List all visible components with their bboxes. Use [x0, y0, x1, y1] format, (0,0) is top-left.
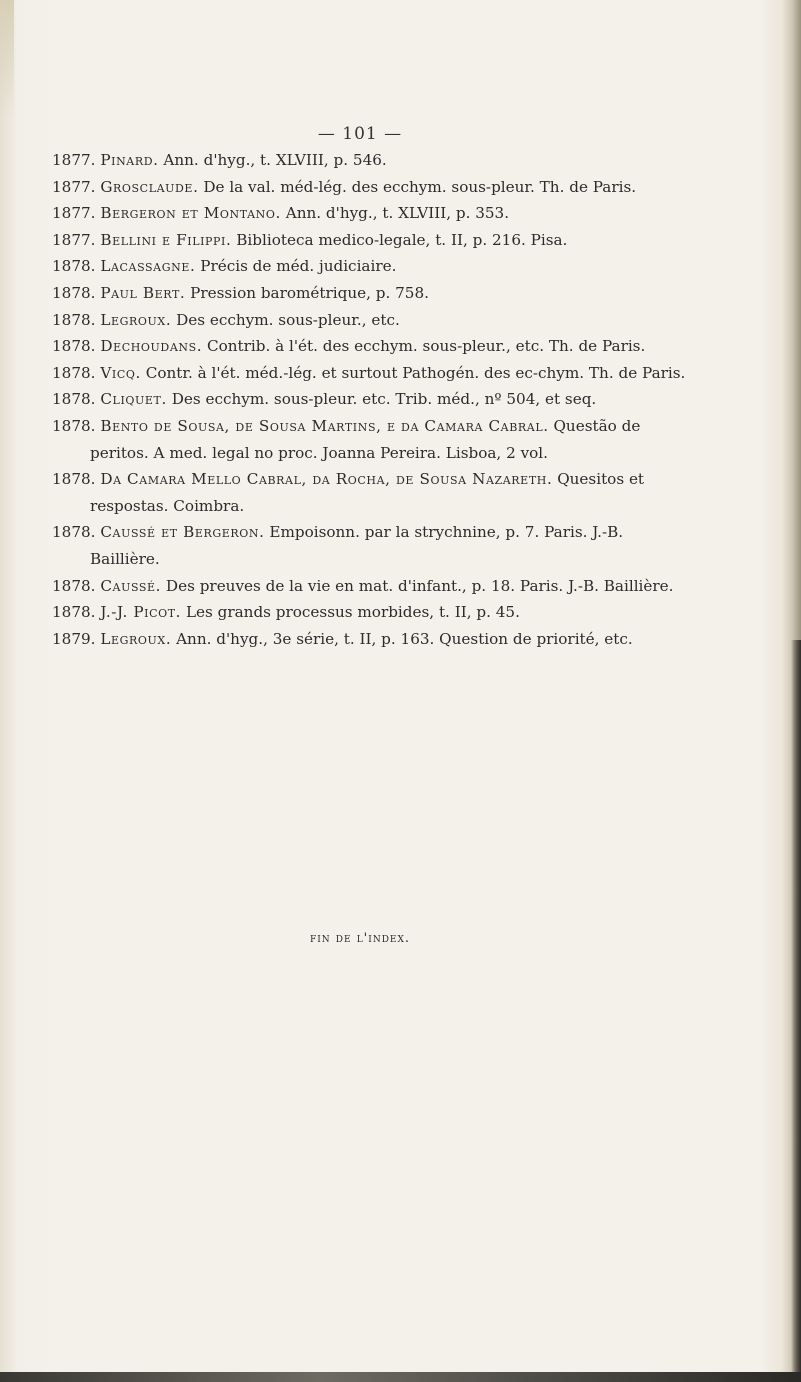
entry-text: Quesitos et respostas. Coimbra.: [90, 470, 645, 515]
entry-year: 1877.: [52, 177, 96, 196]
entry-author: Caussé et Bergeron.: [100, 523, 265, 542]
bibliography-entry: [52, 413, 692, 466]
entry-author: Bergeron et Montano.: [100, 204, 281, 223]
entry-author: Legroux.: [100, 629, 172, 648]
entry-text: Ann. d'hyg., 3e série, t. II, p. 163. Question de priorité, etc.: [176, 629, 633, 648]
entry-year: 1879.: [52, 629, 96, 648]
bibliography-list: [52, 147, 692, 652]
entry-text: Précis de méd. judiciaire.: [200, 257, 397, 276]
entry-year: 1878.: [52, 576, 96, 595]
entry-author: Lacassagne.: [100, 257, 196, 276]
entry-author: Cliquet.: [100, 390, 167, 409]
entry-text: Les grands processus morbides, t. II, p. 45.: [185, 603, 520, 622]
entry-year: 1878.: [52, 337, 96, 356]
bibliography-entry: [52, 280, 692, 307]
bibliography-entry: [52, 227, 692, 254]
bibliography-entry: [52, 519, 692, 572]
entry-year: 1878.: [52, 523, 96, 542]
entry-text: Empoisonn. par la strychnine, p. 7. Paris. J.-B. Baillière.: [90, 523, 624, 568]
entry-year: 1878.: [52, 470, 96, 489]
bibliography-entry: [52, 626, 692, 653]
end-of-index-note: fin de l'index.: [309, 931, 411, 946]
page-edge-bottom: [0, 1372, 801, 1382]
entry-year: 1877.: [52, 230, 96, 249]
bibliography-entry: [52, 360, 692, 387]
bibliography-entry: [52, 333, 692, 360]
bibliography-entry: [52, 466, 692, 519]
entry-year: 1878.: [52, 603, 96, 622]
bibliography-entry: [52, 174, 692, 201]
entry-text: Biblioteca medico-legale, t. II, p. 216. Pisa.: [236, 230, 568, 249]
entry-text: Contr. à l'ét. méd.-lég. et surtout Pathogén. des ec-chym. Th. de Paris.: [145, 363, 686, 382]
entry-year: 1878.: [52, 310, 96, 329]
bibliography-entry: [52, 147, 692, 174]
bibliography-entry: [52, 573, 692, 600]
entry-author: J.-J. Picot.: [100, 603, 182, 622]
entry-author: Bento de Sousa, de Sousa Martins, e da Camara Cabral.: [100, 416, 549, 435]
entry-author: Dechoudans.: [100, 337, 203, 356]
entry-text: Des preuves de la vie en mat. d'infant., p. 18. Paris. J.-B. Baillière.: [165, 576, 674, 595]
entry-text: Ann. d'hyg., t. XLVIII, p. 546.: [163, 151, 387, 169]
entry-author: Da Camara Mello Cabral, da Rocha, de Sousa Nazareth.: [100, 470, 553, 489]
entry-text: Questão de peritos. A med. legal no proc. Joanna Pereira. Lisboa, 2 vol.: [90, 416, 641, 462]
entry-author: Pinard.: [100, 151, 159, 169]
entry-year: 1877.: [52, 204, 96, 223]
entry-year: 1878.: [52, 416, 96, 435]
entry-text: Pression barométrique, p. 758.: [190, 283, 429, 302]
entry-author: Vicq.: [100, 363, 141, 382]
entry-text: Ann. d'hyg., t. XLVIII, p. 353.: [285, 204, 510, 223]
entry-year: 1877.: [52, 151, 96, 169]
bibliography-entry: [52, 307, 692, 334]
page-number: — 101 —: [317, 124, 403, 144]
bibliography-entry: [52, 599, 692, 626]
entry-year: 1878.: [52, 363, 96, 382]
bibliography-entry: [52, 386, 692, 413]
entry-author: Grosclaude.: [100, 177, 199, 196]
entry-author: Bellini e Filippi.: [100, 230, 232, 249]
bibliography-entry: [52, 253, 692, 280]
page-edge-left: [0, 0, 14, 120]
entry-year: 1878.: [52, 283, 96, 302]
entry-author: Paul Bert.: [100, 283, 186, 302]
entry-text: Des ecchym. sous-pleur. etc. Trib. méd., nº 504, et seq.: [171, 390, 597, 409]
entry-author: Caussé.: [100, 576, 162, 595]
bibliography-entry: [52, 200, 692, 227]
entry-text: Des ecchym. sous-pleur., etc.: [176, 310, 400, 329]
entry-year: 1878.: [52, 390, 96, 409]
entry-text: De la val. méd-lég. des ecchym. sous-pleur. Th. de Paris.: [203, 177, 637, 196]
entry-text: Contrib. à l'ét. des ecchym. sous-pleur., etc. Th. de Paris.: [207, 337, 646, 356]
entry-year: 1878.: [52, 257, 96, 276]
page-edge-right: [791, 640, 801, 1382]
entry-author: Legroux.: [100, 310, 172, 329]
